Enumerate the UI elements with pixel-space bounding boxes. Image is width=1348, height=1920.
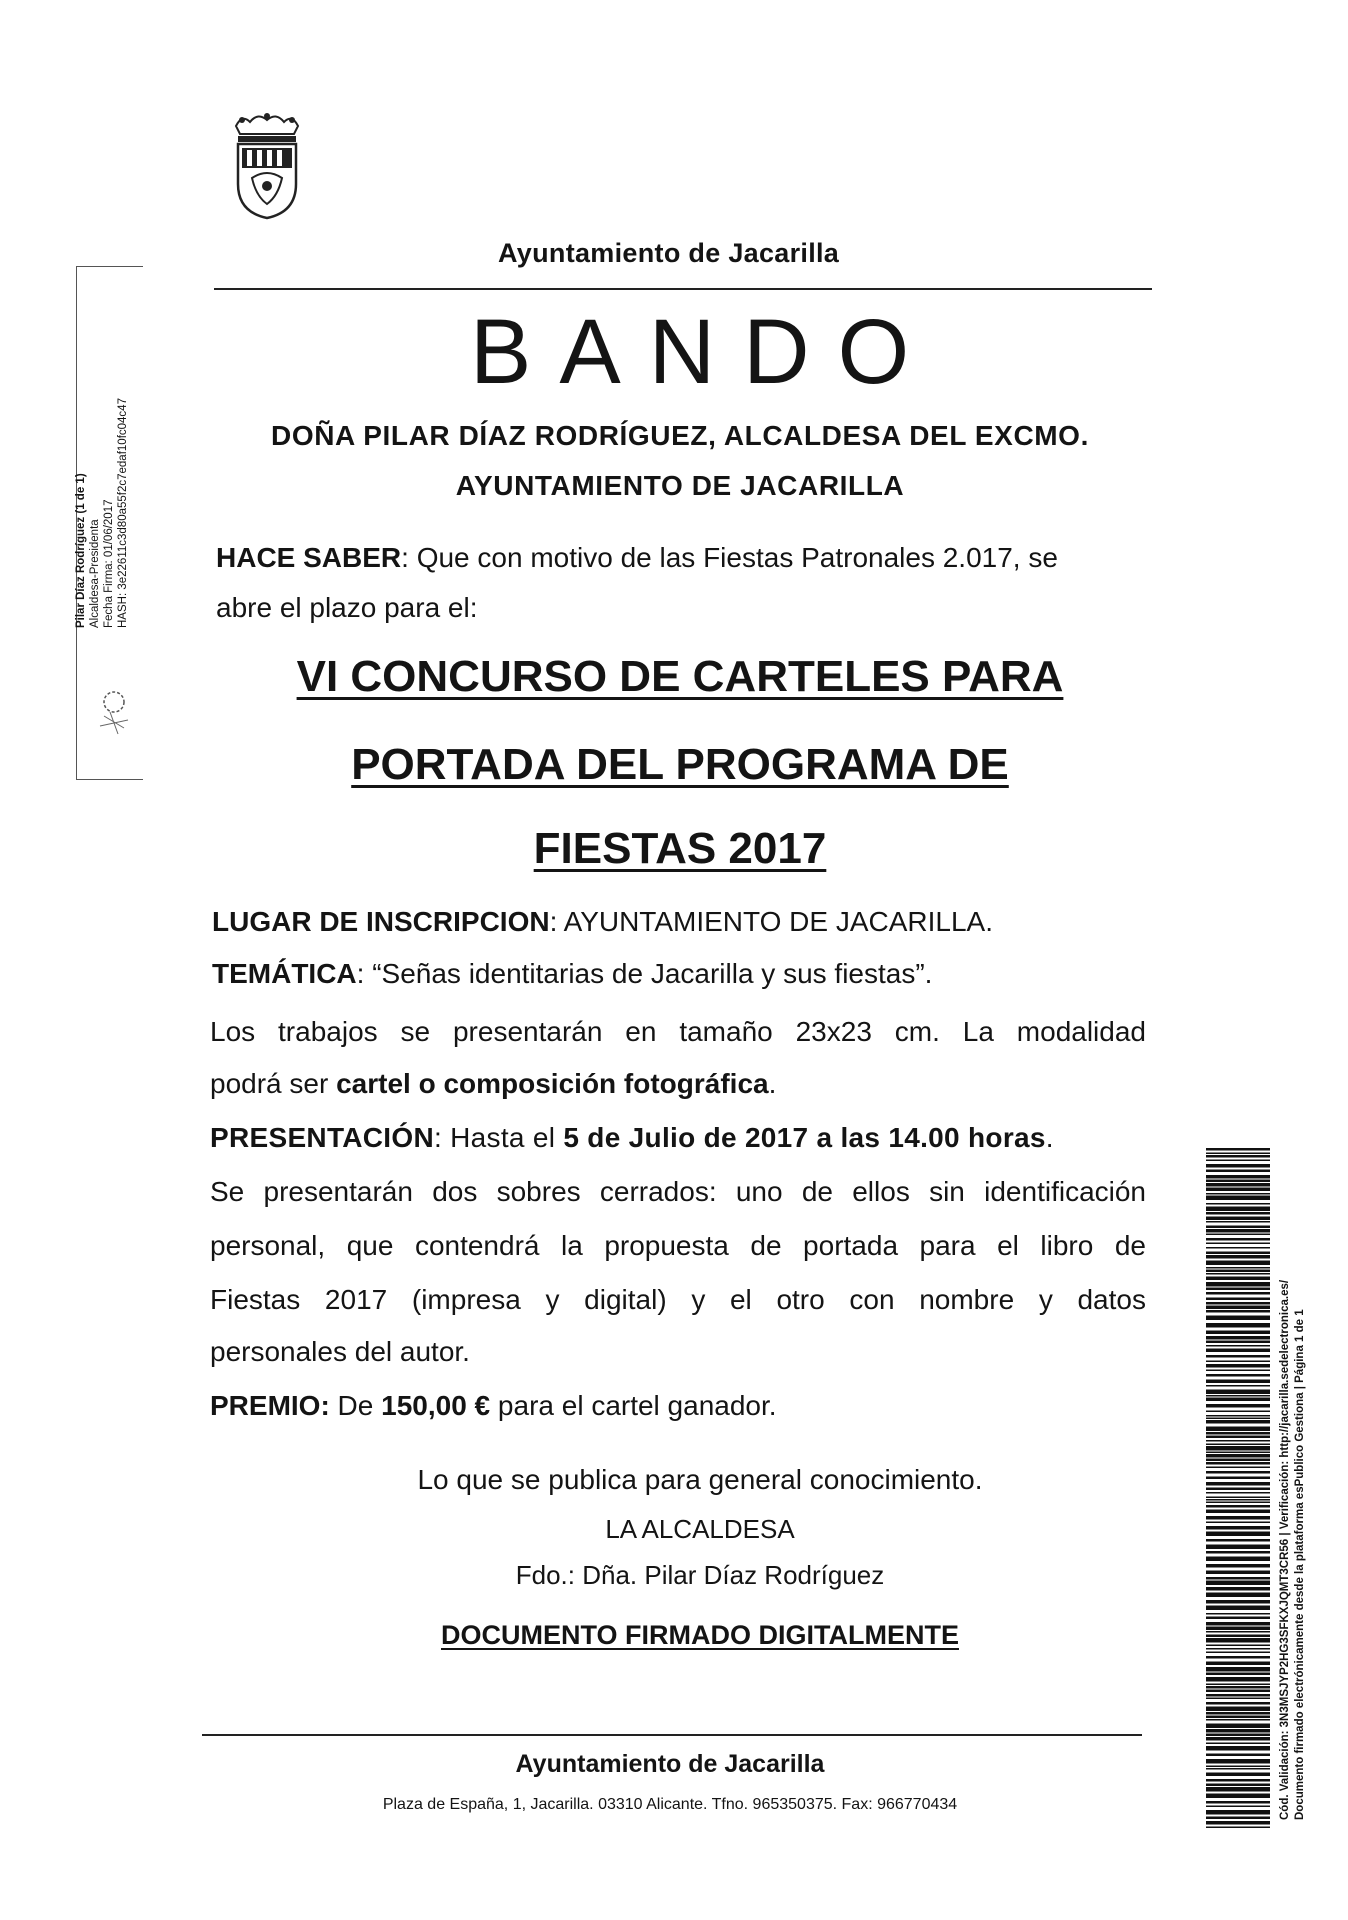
word: sin <box>929 1176 965 1207</box>
word: libro <box>1040 1230 1094 1261</box>
word: sobres <box>496 1176 581 1207</box>
barcode-bar <box>1206 1551 1270 1554</box>
barcode-bar <box>1206 1724 1270 1729</box>
validation-barcode <box>1206 1148 1270 1828</box>
presentacion-line <box>210 1122 1054 1154</box>
barcode-bar <box>1206 1331 1270 1335</box>
coat-of-arms-icon <box>228 112 306 222</box>
barcode-bar <box>1206 1545 1270 1550</box>
word: Los <box>210 1016 256 1047</box>
word: el <box>729 1284 752 1315</box>
barcode-bar <box>1206 1255 1270 1259</box>
barcode-bar <box>1206 1656 1270 1659</box>
barcode-bar <box>1206 1522 1270 1524</box>
barcode-bar <box>1206 1627 1270 1631</box>
presentacion-pre: : Hasta el <box>434 1122 564 1153</box>
word: (impresa <box>411 1284 521 1315</box>
barcode-bar <box>1206 1273 1270 1275</box>
mayor-title-line2: AYUNTAMIENTO DE JACARILLA <box>455 470 905 501</box>
barcode-bar <box>1206 1673 1270 1676</box>
barcode-bar <box>1206 1516 1270 1520</box>
word: presentarán <box>263 1176 413 1207</box>
barcode-bar <box>1206 1188 1270 1192</box>
barcode-bar <box>1206 1446 1270 1451</box>
barcode-bar <box>1206 1497 1270 1499</box>
barcode-bar <box>1206 1667 1270 1672</box>
barcode-bar <box>1206 1180 1270 1183</box>
tematica-label: TEMÁTICA <box>212 958 357 989</box>
barcode-bar <box>1206 1234 1270 1236</box>
tematica-line <box>212 958 932 990</box>
barcode-bar <box>1206 1252 1270 1255</box>
premio-line <box>210 1390 777 1422</box>
barcode-bar <box>1206 1638 1270 1643</box>
barcode-bar <box>1206 1648 1270 1650</box>
lugar-value: : AYUNTAMIENTO DE JACARILLA. <box>549 906 994 937</box>
premio-post: para el cartel ganador. <box>490 1390 777 1421</box>
word: de <box>1114 1230 1146 1261</box>
barcode-bar <box>1206 1462 1270 1465</box>
barcode-bar <box>1206 1370 1270 1372</box>
barcode-bar <box>1206 1652 1270 1654</box>
footer-address: Plaza de España, 1, Jacarilla. 03310 Alicante. Tfno. 965350375. Fax: 966770434 <box>382 1796 958 1813</box>
barcode-bar <box>1206 1794 1270 1799</box>
barcode-bar <box>1206 1502 1270 1504</box>
barcode-bar <box>1206 1600 1270 1604</box>
barcode-bar <box>1206 1827 1270 1829</box>
barcode-bar <box>1206 1488 1270 1491</box>
barcode-bar <box>1206 1427 1270 1432</box>
barcode-bar <box>1206 1170 1270 1173</box>
barcode-bar <box>1206 1164 1270 1168</box>
barcode-bar <box>1206 1510 1270 1514</box>
barcode-bar <box>1206 1207 1270 1212</box>
barcode-bar <box>1206 1323 1270 1328</box>
barcode-bar <box>1206 1193 1270 1195</box>
word: nombre <box>919 1284 1015 1315</box>
sobres-line2 <box>210 1230 1146 1262</box>
barcode-bar <box>1206 1645 1270 1647</box>
barcode-bar <box>1206 1712 1270 1715</box>
barcode-bar <box>1206 1821 1270 1825</box>
barcode-bar <box>1206 1395 1270 1397</box>
barcode-bar <box>1206 1593 1270 1598</box>
barcode-bar <box>1206 1247 1270 1249</box>
barcode-bar <box>1206 1310 1270 1313</box>
barcode-bar <box>1206 1737 1270 1741</box>
footer-title: Ayuntamiento de Jacarilla <box>515 1750 825 1778</box>
barcode-bar <box>1206 1454 1270 1458</box>
barcode-bar <box>1206 1336 1270 1340</box>
lugar-label: LUGAR DE INSCRIPCION <box>212 906 550 937</box>
barcode-bar <box>1206 1810 1270 1815</box>
trabajos-post: . <box>768 1068 777 1099</box>
word: presentarán <box>452 1016 603 1047</box>
barcode-bar <box>1206 1217 1270 1221</box>
word: cm. <box>894 1016 940 1047</box>
barcode-bar <box>1206 1787 1270 1792</box>
barcode-bar <box>1206 1243 1270 1245</box>
stamp-role: Alcaldesa-Presidenta <box>89 519 101 628</box>
premio-label: PREMIO: <box>210 1390 330 1421</box>
word: y <box>691 1284 706 1315</box>
closing-signer-name: Fdo.: Dña. Pilar Díaz Rodríguez <box>515 1560 885 1590</box>
barcode-bar <box>1206 1716 1270 1719</box>
barcode-bar <box>1206 1203 1270 1205</box>
sobres-line3 <box>210 1284 1146 1316</box>
barcode-bar <box>1206 1622 1270 1626</box>
contest-title-line3: FIESTAS 2017 <box>533 824 827 873</box>
barcode-bar <box>1206 1499 1270 1501</box>
barcode-bar <box>1206 1155 1270 1158</box>
tematica-value: : “Señas identitarias de Jacarilla y sus fiestas”. <box>356 958 933 989</box>
word: y <box>545 1284 560 1315</box>
word: tamaño <box>679 1016 773 1047</box>
presentacion-bold: 5 de Julio de 2017 a las 14.00 horas <box>563 1122 1046 1153</box>
barcode-bar <box>1206 1467 1270 1469</box>
presentacion-label: PRESENTACIÓN <box>210 1122 434 1153</box>
barcode-bar <box>1206 1734 1270 1737</box>
footer-divider <box>202 1734 1142 1736</box>
barcode-bar <box>1206 1302 1270 1305</box>
word: la <box>561 1230 583 1261</box>
barcode-bar <box>1206 1779 1270 1782</box>
barcode-bar <box>1206 1452 1270 1454</box>
word: de <box>801 1176 833 1207</box>
barcode-bar <box>1206 1380 1270 1384</box>
barcode-bar <box>1206 1341 1270 1344</box>
barcode-bar <box>1206 1817 1270 1820</box>
barcode-bar <box>1206 1212 1270 1215</box>
barcode-bar <box>1206 1759 1270 1764</box>
word: ellos <box>852 1176 910 1207</box>
word: para <box>919 1230 976 1261</box>
barcode-bar <box>1206 1229 1270 1233</box>
barcode-bar <box>1206 1492 1270 1494</box>
word: con <box>849 1284 895 1315</box>
barcode-bar <box>1206 1277 1270 1281</box>
barcode-bar <box>1206 1175 1270 1179</box>
signature-seal-icon <box>88 682 140 738</box>
mayor-title-line1: DOÑA PILAR DÍAZ RODRÍGUEZ, ALCALDESA DEL EXCMO. <box>271 420 1089 451</box>
word: de <box>750 1230 782 1261</box>
barcode-bar <box>1206 1226 1270 1229</box>
word: cerrados: <box>599 1176 717 1207</box>
barcode-bar <box>1206 1270 1270 1273</box>
barcode-bar <box>1206 1677 1270 1682</box>
barcode-bar <box>1206 1754 1270 1757</box>
word: y <box>1038 1284 1053 1315</box>
word: digital) <box>584 1284 667 1315</box>
barcode-bar <box>1206 1345 1270 1347</box>
barcode-bar <box>1206 1564 1270 1568</box>
word: dos <box>432 1176 478 1207</box>
barcode-bar <box>1206 1707 1270 1712</box>
word: trabajos <box>278 1016 378 1047</box>
word: contendrá <box>414 1230 540 1261</box>
barcode-bar <box>1206 1526 1270 1530</box>
trabajos-pre: podrá ser <box>210 1068 337 1099</box>
barcode-bar <box>1206 1160 1270 1162</box>
presentacion-post: . <box>1045 1122 1054 1153</box>
barcode-bar <box>1206 1698 1270 1700</box>
barcode-bar <box>1206 1374 1270 1377</box>
barcode-bar <box>1206 1292 1270 1295</box>
sobres-line4: personales del autor. <box>210 1336 470 1367</box>
barcode-bar <box>1206 1773 1270 1777</box>
barcode-bar <box>1206 1801 1270 1804</box>
contest-title-line1: VI CONCURSO DE CARTELES PARA <box>296 652 1064 701</box>
barcode-bar <box>1206 1784 1270 1787</box>
header-title: Ayuntamiento de Jacarilla <box>498 238 840 268</box>
word: identificación <box>984 1176 1146 1207</box>
barcode-bar <box>1206 1694 1270 1697</box>
barcode-bar <box>1206 1298 1270 1301</box>
barcode-bar <box>1206 1418 1270 1420</box>
validation-code: Cód. Validación: 3N3MSJYP2HG3SFKXJQMT3CR56 | Verificación: http://jacarilla.sedelectronica.es/ <box>1279 1279 1291 1820</box>
barcode-bar <box>1206 1282 1270 1287</box>
barcode-bar <box>1206 1557 1270 1562</box>
barcode-bar <box>1206 1432 1270 1435</box>
barcode-bar <box>1206 1577 1270 1580</box>
barcode-bar <box>1206 1306 1270 1310</box>
trabajos-line1 <box>210 1016 1146 1048</box>
word: 2017 <box>324 1284 388 1315</box>
word: 23x23 <box>795 1016 872 1047</box>
barcode-bar <box>1206 1436 1270 1439</box>
barcode-bar <box>1206 1267 1270 1269</box>
word: datos <box>1077 1284 1146 1315</box>
barcode-bar <box>1206 1613 1270 1615</box>
barcode-bar <box>1206 1729 1270 1733</box>
word: se <box>400 1016 431 1047</box>
word: Se <box>210 1176 245 1207</box>
digitally-signed-notice: DOCUMENTO FIRMADO DIGITALMENTE <box>441 1620 959 1650</box>
barcode-bar <box>1206 1539 1270 1542</box>
barcode-bar <box>1206 1690 1270 1693</box>
word: el <box>997 1230 1019 1261</box>
word: que <box>346 1230 394 1261</box>
barcode-bar <box>1206 1411 1270 1413</box>
barcode-bar <box>1206 1806 1270 1808</box>
barcode-bar <box>1206 1316 1270 1321</box>
word: uno <box>735 1176 783 1207</box>
word: portada <box>803 1230 899 1261</box>
barcode-bar <box>1206 1288 1270 1291</box>
barcode-bar <box>1206 1571 1270 1575</box>
trabajos-bold: cartel o composición fotográfica <box>336 1068 769 1099</box>
header-divider <box>214 288 1152 290</box>
barcode-bar <box>1206 1349 1270 1353</box>
barcode-bar <box>1206 1361 1270 1363</box>
barcode-bar <box>1206 1471 1270 1474</box>
sobres-line1 <box>210 1176 1146 1208</box>
premio-amount: 150,00 € <box>381 1390 491 1421</box>
barcode-bar <box>1206 1635 1270 1638</box>
barcode-bar <box>1206 1617 1270 1620</box>
word: propuesta <box>604 1230 729 1261</box>
barcode-bar <box>1206 1581 1270 1586</box>
closing-signer-title: LA ALCALDESA <box>605 1514 795 1544</box>
word: otro <box>776 1284 825 1315</box>
barcode-bar <box>1206 1196 1270 1201</box>
barcode-bar <box>1206 1768 1270 1770</box>
barcode-bar <box>1206 1261 1270 1266</box>
barcode-bar <box>1206 1355 1270 1358</box>
barcode-bar <box>1206 1477 1270 1480</box>
word: modalidad <box>1016 1016 1146 1047</box>
barcode-bar <box>1206 1415 1270 1417</box>
barcode-bar <box>1206 1153 1270 1155</box>
word: en <box>625 1016 657 1047</box>
barcode-bar <box>1206 1440 1270 1442</box>
barcode-bar <box>1206 1404 1270 1408</box>
barcode-bar <box>1206 1587 1270 1591</box>
barcode-bar <box>1206 1532 1270 1537</box>
intro-line2: abre el plazo para el: <box>216 592 478 623</box>
barcode-bar <box>1206 1183 1270 1187</box>
stamp-date: Fecha Firma: 01/06/2017 <box>103 499 115 628</box>
barcode-bar <box>1206 1398 1270 1402</box>
barcode-bar <box>1206 1385 1270 1387</box>
barcode-bar <box>1206 1459 1270 1462</box>
barcode-bar <box>1206 1606 1270 1611</box>
barcode-bar <box>1206 1390 1270 1395</box>
barcode-bar <box>1206 1420 1270 1424</box>
closing-line1: Lo que se publica para general conocimiento. <box>417 1464 983 1495</box>
stamp-signer: Pilar Díaz Rodríguez (1 de 1) <box>75 473 87 628</box>
barcode-bar <box>1206 1444 1270 1446</box>
word: La <box>962 1016 994 1047</box>
word: Fiestas <box>210 1284 301 1315</box>
page-title: BANDO <box>470 301 938 403</box>
barcode-bar <box>1206 1238 1270 1241</box>
barcode-bar <box>1206 1686 1270 1689</box>
barcode-bar <box>1206 1684 1270 1686</box>
barcode-bar <box>1206 1364 1270 1368</box>
barcode-bar <box>1206 1148 1270 1151</box>
barcode-bar <box>1206 1505 1270 1508</box>
barcode-bar <box>1206 1221 1270 1223</box>
barcode-bar <box>1206 1702 1270 1705</box>
barcode-bar <box>1206 1482 1270 1486</box>
barcode-bar <box>1206 1631 1270 1633</box>
premio-pre: De <box>329 1390 382 1421</box>
barcode-bar <box>1206 1719 1270 1721</box>
intro-text1: : Que con motivo de las Fiestas Patronales 2.017, se <box>401 542 1058 573</box>
validation-platform: Documento firmado electrónicamente desde la plataforma esPublico Gestiona | Página 1 de 1 <box>1294 1309 1306 1820</box>
stamp-hash: HASH: 3e22611c3d80a55f2c7edaf10fc04c47 <box>117 398 129 628</box>
contest-title-line2: PORTADA DEL PROGRAMA DE <box>351 740 1009 789</box>
trabajos-line2 <box>210 1068 776 1100</box>
word: personal, <box>210 1230 326 1261</box>
barcode-bar <box>1206 1746 1270 1751</box>
barcode-bar <box>1206 1766 1270 1768</box>
intro-label: HACE SABER <box>216 542 402 573</box>
barcode-bar <box>1206 1662 1270 1666</box>
barcode-bar <box>1206 1743 1270 1745</box>
intro-line1 <box>216 542 1058 574</box>
lugar-line <box>212 906 993 938</box>
